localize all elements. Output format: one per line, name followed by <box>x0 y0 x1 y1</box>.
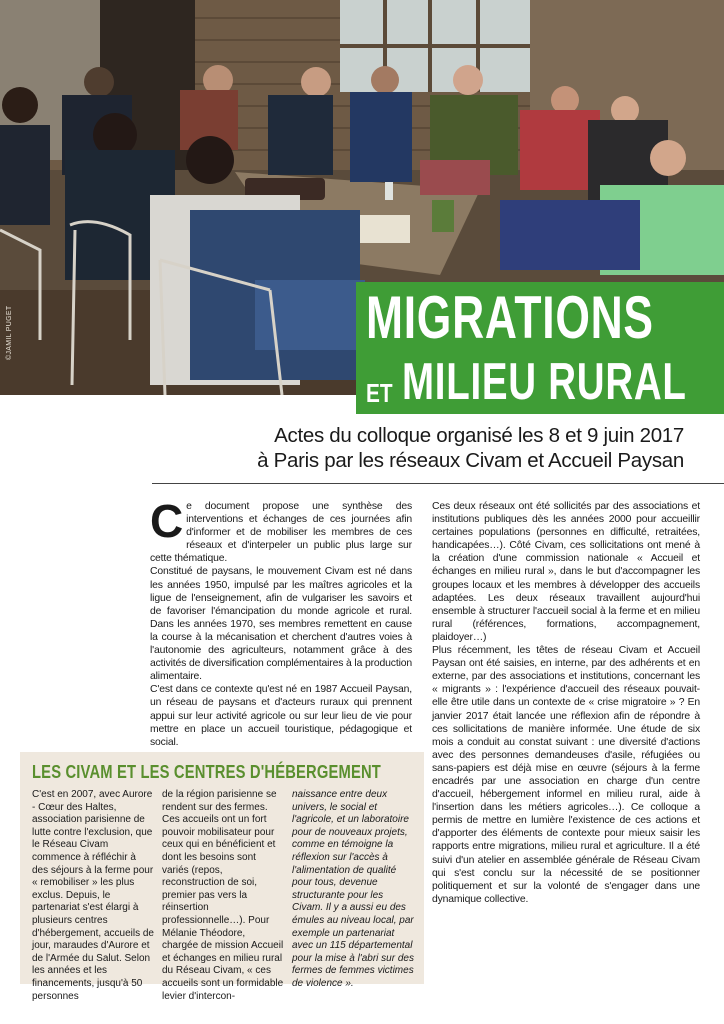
right-column <box>432 500 700 906</box>
sidebar-column-1: C'est en 2007, avec Aurore - Cœur des Haltes, association parisienne de lutte contre l'exclusion, que le Réseau Civam commence à réfléchir à des séjours à la ferme pour « remobiliser » les plus exclus. Depuis, le partenariat s'est élargi à plusieurs centres d'hébergement, accueils de jour, maraudes d'Aurore et de l'Armée du Salut. Selon les années et les financements, jusqu'à 50 personnes <box>32 789 154 1002</box>
right-paragraph-2: Plus récemment, les têtes de réseau Civam et Accueil Paysan ont été saisies, en interne, par des adhérents et en externe, par des associations et institutions, concernant les « migrants » : l'expérience d'accueil des réseaux pouvait-elle être utile dans un contexte de « crise migratoire » ? En janvier 2017 était lancée une réflexion afin de répondre à ces sollicitations de manière informée. Une étude de six mois a conduit au constat suivant : une diversité d'actions avec des personnes demandeuses d'asile, réfugiées ou sans-papiers est déjà mise en œuvre (séjours à la ferme encadrés par une association en charge d'un centre d'accueil, hébergement informel en milieu rural, aide à l'insertion dans les métiers agricoles…). Ce colloque a permis de mettre en lumière l'existence de ces actions et d'apporter des éléments de contexte pour mieux saisir les rapports entre migrations, milieu rural et agriculture. Il a été suivi d'un atelier en assemblée générale de Réseau Civam qui s'est conclu sur la nécessité de se positionner politiquement et sur la volonté de s'engager dans une dynamique collective. <box>432 645 700 905</box>
drop-cap: C <box>150 495 184 547</box>
title-et: ET <box>366 378 393 408</box>
title-line-1: MIGRATIONS <box>366 284 654 351</box>
intro-paragraph-1: e document propose une synthèse des interventions et échanges de ces journées afin d'informer et de mobiliser les membres de ces réseaux et d'interpeler un public plus large sur cette thématique. <box>150 501 412 565</box>
subtitle <box>164 423 684 473</box>
subtitle-line-1: Actes du colloque organisé les 8 et 9 juin 2017 <box>274 424 684 447</box>
sidebar-column-3: naissance entre deux univers, le social et l'agricole, et un laboratoire pour de nouveaux projets, comme en témoigne la réflexion sur l'accès à l'alimentation de qualité pour tous, devenue structurante pour les Civam. Il y a aussi eu des émules au niveau local, par exemple un partenariat avec un 115 départemental pour la mise à l'abri sur des fermes de femmes victimes de violence ». <box>292 789 414 989</box>
intro-column <box>150 495 412 749</box>
photo-credit <box>6 350 13 360</box>
intro-paragraph-2: Constitué de paysans, le mouvement Civam est né dans les années 1950, impulsé par les maîtres agricoles et la ligue de l'enseignement, afin de vulgariser les savoirs et de favoriser l'émancipation du monde agricole et rural. Dans les années 1970, ses membres remettent en cause la course à la mécanisation et cherchent d'autres voies à l'autonomie des agriculteurs, notamment grâce à des activités de diversification complémentaires à la production alimentaire. <box>150 566 412 683</box>
divider-rule <box>152 483 724 484</box>
subtitle-line-2: à Paris par les réseaux Civam et Accueil Paysan <box>257 449 684 472</box>
sidebar-column-2: de la région parisienne se rendent sur des fermes. Ces accueils ont un fort pouvoir mobilisateur pour ceux qui en bénéficient et dont les besoins sont variés (repos, reconstruction de soi, premier pas vers la réinsertion professionnelle…). Pour Mélanie Théodore, chargée de mission Accueil et échanges en milieu rural du Réseau Civam, « ces accueils sont un formidable levier d'intercon- <box>162 789 284 1002</box>
intro-paragraph-3: C'est dans ce contexte qu'est né en 1987 Accueil Paysan, un réseau de paysans et d'acteurs ruraux qui prennent appui sur leur activité agricole ou sur leur lieu de vie pour mettre en place un accueil touristique, pédagogique et social. <box>150 684 412 748</box>
title-banner <box>356 282 724 414</box>
right-paragraph-1: Ces deux réseaux ont été sollicités par des associations et institutions publiques dès les années 2000 pour accueillir certaines populations (personnes en difficulté, retraitées, handicapées…). Côté Civam, ces sollicitations ont mené à la création d'une commission nationale « Accueil et échanges en milieu rural », dans le but d'accompagner les groupes locaux et les membres à développer des accueils adaptées. Les deux réseaux travaillent aujourd'hui ensemble à structurer l'accueil social à la ferme et en milieu rural (références, formations, accompagnement, plaidoyer…) <box>432 501 700 643</box>
title-line-2: MILIEU RURAL <box>402 353 687 411</box>
sidebar-box <box>20 752 424 1002</box>
sidebar-title: LES CIVAM ET LES CENTRES D'HÉBERGEMENT <box>32 762 381 782</box>
